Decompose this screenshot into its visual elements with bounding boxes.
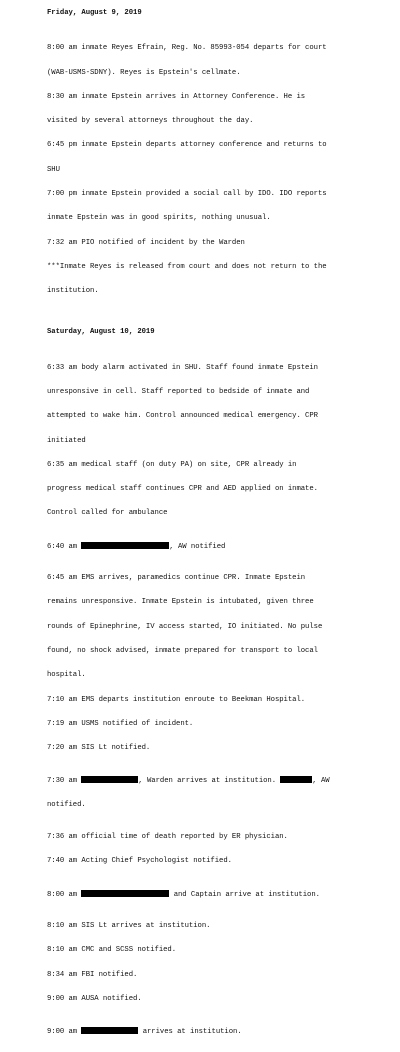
- redaction-block: [81, 890, 169, 897]
- section-heading-saturday: Saturday, August 10, 2019: [47, 328, 155, 337]
- log-line: 6:35 am medical staff (on duty PA) on site, CPR already in: [47, 460, 297, 469]
- log-line: 6:45 am EMS arrives, paramedics continue CPR. Inmate Epstein: [47, 574, 306, 583]
- log-line: attempted to wake him. Control announced medical emergency. CPR: [47, 412, 318, 421]
- log-line: 7:00 pm inmate Epstein provided a social call by IDO. IDO reports: [47, 189, 327, 198]
- friday-log: [47, 28, 392, 311]
- log-line: notified.: [47, 800, 86, 809]
- log-line: progress medical staff continues CPR and AED applied on inmate.: [47, 485, 318, 494]
- log-line-900: [47, 1027, 392, 1035]
- document-page: [47, 2, 392, 1052]
- line-suffix: , AW: [312, 777, 330, 786]
- log-line: 6:45 pm inmate Epstein departs attorney conference and returns to: [47, 141, 327, 150]
- log-line: 7:20 am SIS Lt notified.: [47, 744, 151, 753]
- redaction-block: [280, 776, 312, 783]
- line-middle: , Warden arrives at institution.: [138, 777, 281, 786]
- redaction-block: [81, 1027, 138, 1034]
- log-line: 8:30 am inmate Epstein arrives in Attorney Conference. He is: [47, 92, 306, 101]
- log-line: 8:34 am FBI notified.: [47, 970, 138, 979]
- log-line: initiated: [47, 436, 86, 445]
- log-line: institution.: [47, 287, 99, 296]
- log-line: Control called for ambulance: [47, 509, 168, 518]
- log-line: visited by several attorneys throughout the day.: [47, 117, 254, 126]
- time-prefix: 6:40 am: [47, 542, 82, 551]
- log-line: inmate Epstein was in good spirits, nothing unusual.: [47, 214, 271, 223]
- line-suffix: , AW notified: [169, 542, 226, 551]
- log-line: hospital.: [47, 671, 86, 680]
- line-suffix: arrives at institution.: [138, 1028, 242, 1037]
- saturday-log: [47, 347, 392, 1051]
- section-heading-friday: Friday, August 9, 2019: [47, 9, 142, 17]
- log-line: unresponsive in cell. Staff reported to bedside of inmate and: [47, 387, 310, 396]
- log-line: 7:10 am EMS departs institution enroute to Beekman Hospital.: [47, 695, 306, 704]
- log-line: 9:00 am AUSA notified.: [47, 994, 142, 1003]
- log-line-730: [47, 776, 392, 784]
- log-line: remains unresponsive. Inmate Epstein is intubated, given three: [47, 598, 314, 607]
- time-prefix: 8:00 am: [47, 890, 82, 899]
- log-line: found, no shock advised, inmate prepared for transport to local: [47, 646, 318, 655]
- log-line-800: [47, 890, 392, 898]
- time-prefix: 7:30 am: [47, 777, 82, 786]
- log-line: rounds of Epinephrine, IV access started, IO initiated. No pulse: [47, 622, 323, 631]
- log-line: 8:10 am SIS Lt arrives at institution.: [47, 922, 211, 931]
- line-suffix: and Captain arrive at institution.: [169, 890, 320, 899]
- log-line: (WAB-USMS-SDNY). Reyes is Epstein's cellmate.: [47, 68, 241, 77]
- log-line: SHU: [47, 165, 60, 174]
- log-line: 7:36 am official time of death reported by ER physician.: [47, 833, 288, 842]
- log-line: 7:40 am Acting Chief Psychologist notified.: [47, 857, 232, 866]
- log-line: ***Inmate Reyes is released from court and does not return to the: [47, 262, 327, 271]
- log-line: 8:10 am CMC and SCSS notified.: [47, 946, 177, 955]
- log-line: 7:32 am PIO notified of incident by the Warden: [47, 238, 245, 247]
- time-prefix: 9:00 am: [47, 1028, 82, 1037]
- log-line: 8:00 am inmate Reyes Efrain, Reg. No. 85993-054 departs for court: [47, 44, 327, 53]
- log-line-640: [47, 542, 392, 550]
- redaction-block: [81, 542, 169, 549]
- log-line: 6:33 am body alarm activated in SHU. Staff found inmate Epstein: [47, 363, 318, 372]
- redaction-block: [81, 776, 138, 783]
- log-line: 7:19 am USMS notified of incident.: [47, 719, 194, 728]
